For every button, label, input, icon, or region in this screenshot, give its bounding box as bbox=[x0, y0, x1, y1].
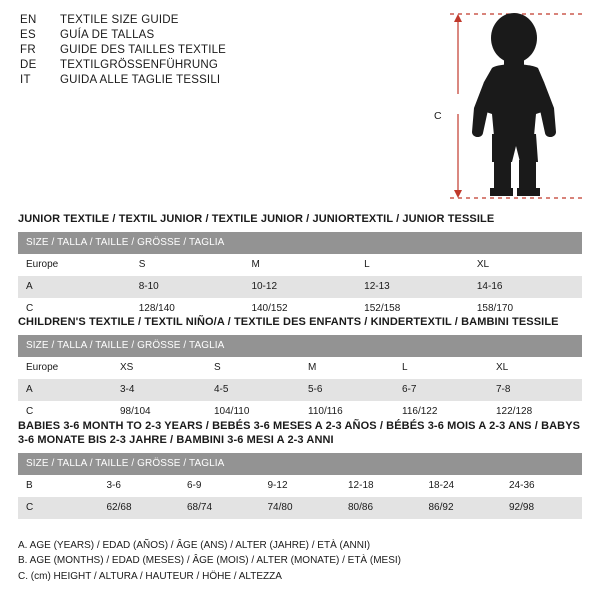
language-title: GUIDE DES TAILLES TEXTILE bbox=[60, 44, 227, 56]
cell: 86/92 bbox=[421, 497, 502, 519]
table-header-row bbox=[18, 335, 582, 357]
cell: 5-6 bbox=[300, 379, 394, 401]
cell: 128/140 bbox=[131, 298, 244, 320]
section-title: CHILDREN'S TEXTILE / TEXTIL NIÑO/A / TEXTILE DES ENFANTS / KINDERTEXTIL / BAMBINI TESSILE bbox=[18, 316, 559, 328]
cell: XL bbox=[469, 254, 582, 276]
language-title: TEXTILE SIZE GUIDE bbox=[60, 14, 179, 26]
cell: 4-5 bbox=[206, 379, 300, 401]
cell: 158/170 bbox=[469, 298, 582, 320]
cell: 152/158 bbox=[356, 298, 469, 320]
language-code: EN bbox=[20, 14, 37, 26]
cell: 6-9 bbox=[179, 475, 260, 497]
row-label: B bbox=[18, 475, 99, 497]
table-header-label: SIZE / TALLA / TAILLE / GRÖSSE / TAGLIA bbox=[18, 335, 582, 357]
cell: M bbox=[300, 357, 394, 379]
cell: 12-13 bbox=[356, 276, 469, 298]
cell: 18-24 bbox=[421, 475, 502, 497]
table-row bbox=[18, 357, 582, 379]
language-title: TEXTILGRÖSSENFÜHRUNG bbox=[60, 59, 218, 71]
children-size-table bbox=[18, 335, 582, 423]
row-label: C bbox=[18, 497, 99, 519]
row-label: C bbox=[18, 298, 131, 320]
language-code: DE bbox=[20, 59, 37, 71]
table-header-row bbox=[18, 453, 582, 475]
cell: 9-12 bbox=[260, 475, 341, 497]
cell: XS bbox=[112, 357, 206, 379]
header-row bbox=[20, 14, 440, 26]
cell: 116/122 bbox=[394, 401, 488, 423]
row-label: A bbox=[18, 379, 112, 401]
cell: 62/68 bbox=[99, 497, 180, 519]
language-code: IT bbox=[20, 74, 31, 86]
row-label: Europe bbox=[18, 254, 131, 276]
cell: XL bbox=[488, 357, 582, 379]
cell: L bbox=[356, 254, 469, 276]
table-row bbox=[18, 276, 582, 298]
cell: 14-16 bbox=[469, 276, 582, 298]
height-measure-figure bbox=[432, 6, 592, 206]
table-row bbox=[18, 254, 582, 276]
cell: 80/86 bbox=[340, 497, 421, 519]
cell: 24-36 bbox=[501, 475, 582, 497]
junior-size-table bbox=[18, 232, 582, 320]
cell: 10-12 bbox=[243, 276, 356, 298]
cell: S bbox=[131, 254, 244, 276]
cell: S bbox=[206, 357, 300, 379]
row-label: A bbox=[18, 276, 131, 298]
cell: 68/74 bbox=[179, 497, 260, 519]
language-header bbox=[20, 14, 440, 89]
legend-line-a: A. AGE (YEARS) / EDAD (AÑOS) / ÂGE (ANS) / ALTER (JAHRE) / ETÀ (ANNI) bbox=[18, 539, 371, 551]
cell: L bbox=[394, 357, 488, 379]
cell: 98/104 bbox=[112, 401, 206, 423]
language-code: ES bbox=[20, 29, 36, 41]
section-title: BABIES 3-6 MONTH TO 2-3 YEARS / BEBÉS 3-6 MESES A 2-3 AÑOS / BÉBÉS 3-6 MOIS A 2-3 ANS / BABYS 3-6 MONATE BIS 2-3 JAHRE / BAMBINI 3-6 MESI A 2-3 ANNI bbox=[18, 420, 581, 446]
legend bbox=[18, 538, 582, 585]
section-babies-textile bbox=[18, 420, 582, 519]
cell: 104/110 bbox=[206, 401, 300, 423]
table-row bbox=[18, 379, 582, 401]
header-row bbox=[20, 29, 440, 41]
table-row bbox=[18, 497, 582, 519]
cell: M bbox=[243, 254, 356, 276]
cell: 7-8 bbox=[488, 379, 582, 401]
toddler-silhouette-icon bbox=[432, 6, 592, 206]
cell: 12-18 bbox=[340, 475, 421, 497]
language-title: GUÍA DE TALLAS bbox=[60, 29, 155, 41]
row-label: C bbox=[18, 401, 112, 423]
cell: 122/128 bbox=[488, 401, 582, 423]
table-header-label: SIZE / TALLA / TAILLE / GRÖSSE / TAGLIA bbox=[18, 453, 582, 475]
cell: 3-6 bbox=[99, 475, 180, 497]
table-header-label: SIZE / TALLA / TAILLE / GRÖSSE / TAGLIA bbox=[18, 232, 582, 254]
cell: 92/98 bbox=[501, 497, 582, 519]
cell: 140/152 bbox=[243, 298, 356, 320]
table-header-row bbox=[18, 232, 582, 254]
legend-line-b: B. AGE (MONTHS) / EDAD (MESES) / ÂGE (MOIS) / ALTER (MONATE) / ETÀ (MESI) bbox=[18, 555, 401, 566]
header-row bbox=[20, 74, 440, 86]
table-row bbox=[18, 475, 582, 497]
legend-line-c: C. (cm) HEIGHT / ALTURA / HAUTEUR / HÖHE / ALTEZZA bbox=[18, 570, 282, 582]
cell: 3-4 bbox=[112, 379, 206, 401]
babies-size-table bbox=[18, 453, 582, 519]
cell: 8-10 bbox=[131, 276, 244, 298]
section-childrens-textile bbox=[18, 316, 582, 423]
language-code: FR bbox=[20, 44, 36, 56]
section-junior-textile bbox=[18, 213, 582, 320]
cell: 74/80 bbox=[260, 497, 341, 519]
cell: 6-7 bbox=[394, 379, 488, 401]
measure-label-c: C bbox=[434, 110, 442, 122]
header-row bbox=[20, 59, 440, 71]
section-title: JUNIOR TEXTILE / TEXTIL JUNIOR / TEXTILE JUNIOR / JUNIORTEXTIL / JUNIOR TESSILE bbox=[18, 213, 495, 225]
cell: 110/116 bbox=[300, 401, 394, 423]
row-label: Europe bbox=[18, 357, 112, 379]
language-title: GUIDA ALLE TAGLIE TESSILI bbox=[60, 74, 221, 86]
header-row bbox=[20, 44, 440, 56]
